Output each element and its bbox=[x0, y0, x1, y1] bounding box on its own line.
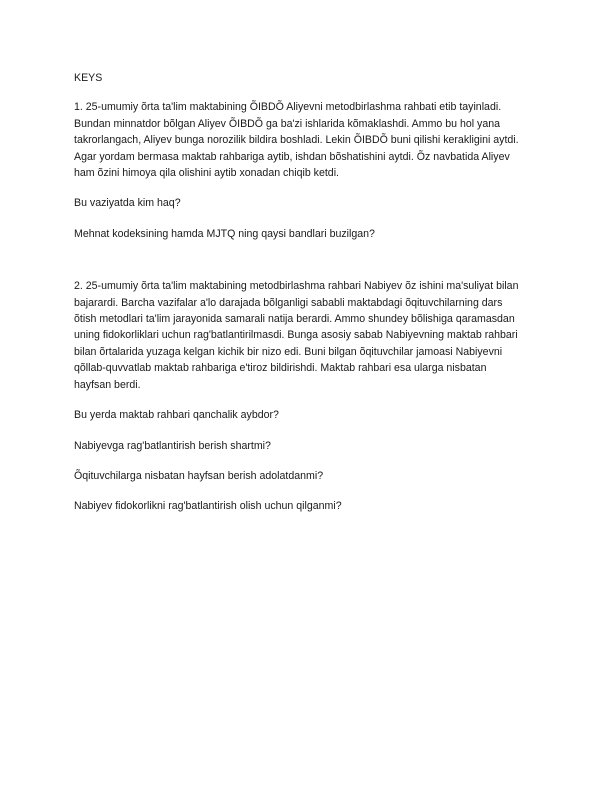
document-heading: KEYS bbox=[74, 72, 103, 84]
case-1-text: 1. 25-umumiy õrta ta'lim maktabining ÕIBDÕ Aliyevni metodbirlashma rahbati etib tayinladi. Bundan minnatdor bõlgan Aliyev ÕIBDÕ ga ba'zi ishlarida kõmaklashdi. Ammo bu hol yana takrorlangach, Aliyev bunga norozilik bildira boshladi. Lekin ÕIBDÕ buni qilishi kerakligini aytdi. Agar yordam bermasa maktab rahbariga aytib, ishdan bõshatishini aytdi. Õz navbatida Aliyev ham õzini himoya qila olishini aytib xonadan chiqib ketdi. bbox=[74, 101, 519, 180]
case-2-question-2: Nabiyevga rag'batlantirish berish shartmi? bbox=[74, 439, 271, 452]
case-2-text: 2. 25-umumiy õrta ta'lim maktabining metodbirlashma rahbari Nabiyev õz ishini ma'suliyat bilan bajarardi. Barcha vazifalar a'lo darajada bõlganligi sababli maktabdagi õqituvchilarning dars õtish metodlari ta'lim jarayonida samarali natija berardi. Ammo shundey bõlishiga qaramasdan uning fidokorliklari uchun rag'batlantirilmasdi. Bunga asosiy sabab Nabiyevning maktab rahbari bilan õrtalarida yuzaga kelgan kichik bir nizo edi. Buni bilgan õqituvchilar jamoasi Nabiyevni qõllab-quvvatlab maktab rahbariga e'tiroz bildirishdi. Maktab rahbari esa ularga nisbatan hayfsan berdi. bbox=[74, 280, 519, 391]
case-2-question-4: Nabiyev fidokorlikni rag'batlantirish olish uchun qilganmi? bbox=[74, 500, 342, 513]
section-spacer bbox=[74, 256, 552, 278]
case-1-question-1: Bu vaziyatda kim haq? bbox=[74, 197, 181, 210]
document-page bbox=[74, 70, 552, 529]
case-1-question-2: Mehnat kodeksining hamda MJTQ ning qaysi bandlari buzilgan? bbox=[74, 227, 375, 240]
case-2-question-3: Õqituvchilarga nisbatan hayfsan berish adolatdanmi? bbox=[74, 469, 324, 482]
case-2-question-1: Bu yerda maktab rahbari qanchalik aybdor? bbox=[74, 409, 279, 422]
